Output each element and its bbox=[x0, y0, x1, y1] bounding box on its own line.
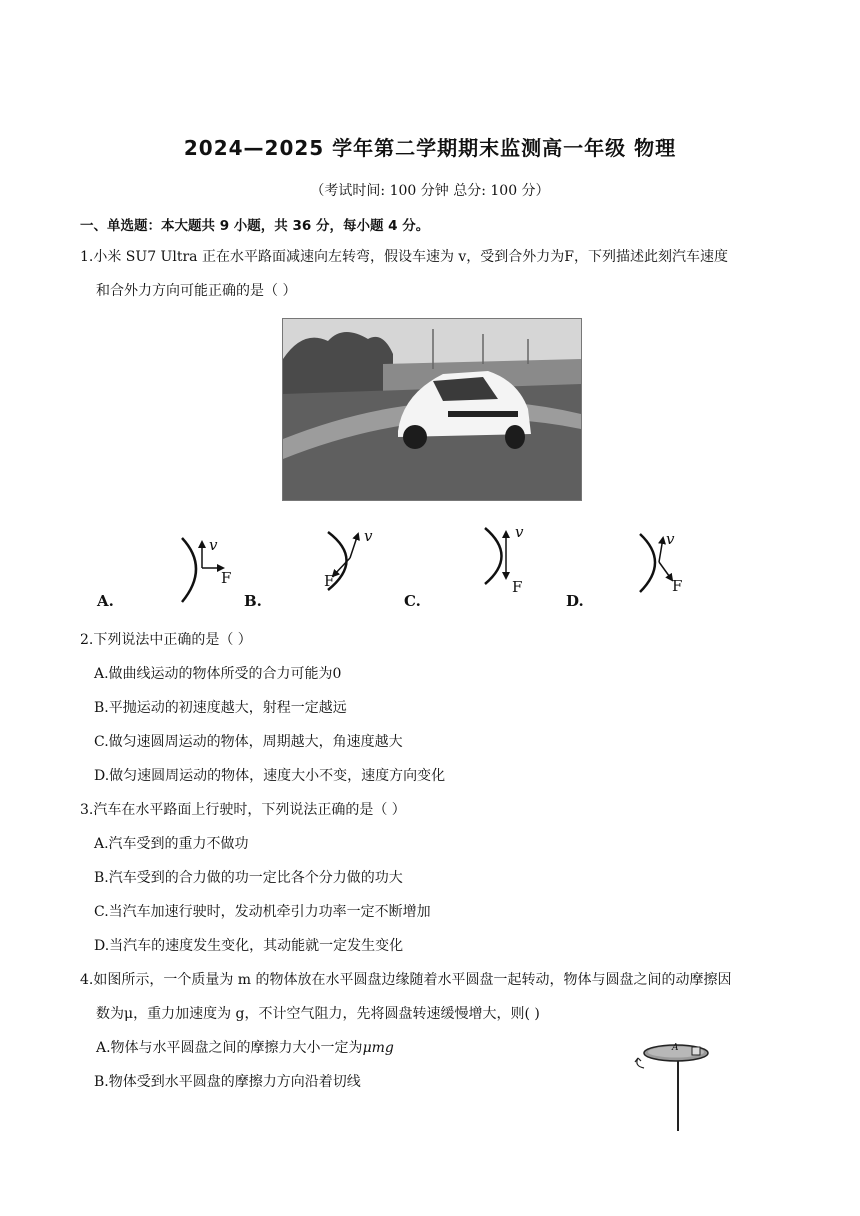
exam-info: （考试时间: 100 分钟 总分: 100 分） bbox=[310, 183, 550, 199]
q3-option-c: C.当汽车加速行驶时，发动机牵引力功率一定不断增加 bbox=[94, 904, 431, 920]
diagram-d-f-label: F bbox=[672, 577, 683, 595]
diagram-c-f-label: F bbox=[512, 578, 523, 596]
diagram-c bbox=[485, 528, 506, 584]
q2-option-b: B.平抛运动的初速度越大，射程一定越远 bbox=[94, 700, 347, 716]
diagram-a-v-label: v bbox=[209, 536, 218, 554]
car-photo bbox=[282, 318, 582, 501]
q2-stem: 2.下列说法中正确的是（ ） bbox=[80, 632, 252, 648]
disk-block-label: A bbox=[672, 1043, 679, 1053]
option-c-label: C. bbox=[404, 592, 421, 610]
q4-stem-line2: 数为μ，重力加速度为 g，不计空气阻力，先将圆盘转速缓慢增大，则( ) bbox=[96, 1006, 540, 1022]
q4-option-a-text: A.物体与水平圆盘之间的摩擦力大小一定为 bbox=[96, 1040, 363, 1056]
q1-option-diagrams bbox=[90, 520, 710, 612]
option-b-label: B. bbox=[244, 592, 262, 610]
q1-stem-line2: 和合外力方向可能正确的是（ ） bbox=[96, 283, 297, 299]
diagram-d-v-label: v bbox=[666, 530, 675, 548]
q4-option-a bbox=[96, 1037, 394, 1057]
q3-stem: 3.汽车在水平路面上行驶时，下列说法正确的是（ ） bbox=[80, 802, 406, 818]
q3-option-b: B.汽车受到的合力做的功一定比各个分力做的功大 bbox=[94, 870, 403, 886]
q4-stem-line1: 4.如图所示，一个质量为 m 的物体放在水平圆盘边缘随着水平圆盘一起转动，物体与圆盘之间的动摩擦因 bbox=[80, 972, 732, 988]
q4-option-b: B.物体受到水平圆盘的摩擦力方向沿着切线 bbox=[94, 1074, 361, 1090]
car-photo-illustration bbox=[283, 319, 581, 500]
diagram-b-f-label: F bbox=[324, 572, 335, 590]
q3-option-d: D.当汽车的速度发生变化，其动能就一定发生变化 bbox=[94, 938, 404, 954]
q2-option-a: A.做曲线运动的物体所受的合力可能为0 bbox=[94, 666, 342, 682]
option-d-label: D. bbox=[566, 592, 584, 610]
section-heading: 一、单选题：本大题共 9 小题，共 36 分，每小题 4 分。 bbox=[80, 218, 430, 234]
option-a-label: A. bbox=[97, 592, 114, 610]
diagram-c-v-label: v bbox=[515, 523, 524, 541]
q2-option-d: D.做匀速圆周运动的物体，速度大小不变，速度方向变化 bbox=[94, 768, 446, 784]
q4-option-a-math: μmg bbox=[362, 1040, 394, 1056]
page-title: 2024—2025 学年第二学期期末监测高一年级 物理 bbox=[183, 136, 677, 160]
diagram-a-f-label: F bbox=[221, 569, 232, 587]
q3-option-a: A.汽车受到的重力不做功 bbox=[94, 836, 249, 852]
q1-stem-line1: 1.小米 SU7 Ultra 正在水平路面减速向左转弯，假设车速为 v，受到合外力为F，下列描述此刻汽车速度 bbox=[80, 249, 729, 265]
q2-option-c: C.做匀速圆周运动的物体，周期越大，角速度越大 bbox=[94, 734, 403, 750]
diagram-b-v-label: v bbox=[364, 527, 373, 545]
